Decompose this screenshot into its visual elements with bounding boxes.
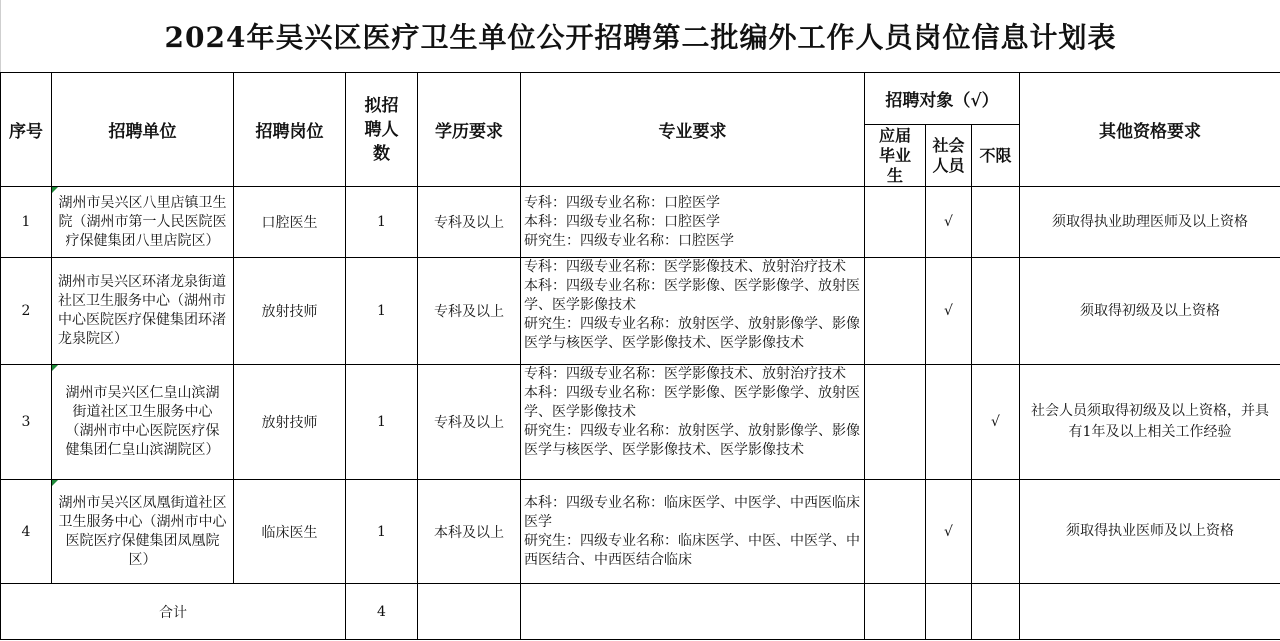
major-line: 专科：四级专业名称：医学影像技术、放射治疗技术	[524, 259, 846, 275]
header-target: 招聘对象（√）	[865, 73, 1020, 125]
total-empty-cell	[865, 584, 926, 640]
cell-education: 专科及以上	[418, 187, 521, 258]
cell-education: 专科及以上	[418, 258, 521, 365]
cell-fresh	[865, 258, 926, 365]
header-education: 学历要求	[418, 73, 521, 187]
unit-text: 湖州市吴兴区凤凰街道社区卫生服务中心（湖州市中心医院医疗保健集团凤凰院区）	[58, 494, 227, 568]
header-unit: 招聘单位	[52, 73, 234, 187]
cell-position: 放射技师	[234, 365, 346, 480]
header-target-social: 社会人员	[926, 125, 972, 187]
cell-count: 1	[346, 480, 418, 584]
header-count: 拟招聘人数	[346, 73, 418, 187]
cell-any	[972, 480, 1020, 584]
cell-unit	[52, 258, 234, 365]
table-row	[1, 258, 1280, 365]
header-major: 专业要求	[521, 73, 865, 187]
total-count: 4	[346, 584, 418, 640]
cell-major	[521, 480, 865, 584]
total-row	[1, 584, 1280, 640]
major-text	[524, 365, 862, 460]
cell-social	[926, 365, 972, 480]
cell-major	[521, 187, 865, 258]
cell-major	[521, 365, 865, 480]
major-line: 研究生：四级专业名称：临床医学、中医、中医学、中西医结合、中西医结合临床	[524, 532, 860, 568]
cell-any	[972, 258, 1020, 365]
cell-social: √	[926, 480, 972, 584]
header-row	[1, 73, 1280, 125]
unit-text: 湖州市吴兴区八里店镇卫生院（湖州市第一人民医院医疗保健集团八里店院区）	[58, 194, 227, 249]
header-seq: 序号	[1, 73, 52, 187]
cell-other: 社会人员须取得初级及以上资格，并具有1年及以上相关工作经验	[1020, 365, 1280, 480]
unit-text: 湖州市吴兴区仁皇山滨湖街道社区卫生服务中心（湖州市中心医院医疗保健集团仁皇山滨湖院区）	[65, 385, 220, 458]
cell-other: 须取得执业医师及以上资格	[1020, 480, 1280, 584]
cell-seq: 1	[1, 187, 52, 258]
header-other: 其他资格要求	[1020, 73, 1280, 187]
major-line: 本科：四级专业名称：临床医学、中医学、中西医临床医学	[524, 494, 860, 530]
major-line: 本科：四级专业名称：口腔医学	[524, 213, 720, 230]
unit-text: 湖州市吴兴区环渚龙泉街道社区卫生服务中心（湖州市中心医院医疗保健集团环渚龙泉院区）	[58, 274, 226, 347]
major-line: 专科：四级专业名称：口腔医学	[524, 194, 720, 211]
cell-position: 临床医生	[234, 480, 346, 584]
cell-fresh	[865, 187, 926, 258]
cell-fresh	[865, 365, 926, 480]
cell-other: 须取得初级及以上资格	[1020, 258, 1280, 365]
cell-social: √	[926, 187, 972, 258]
cell-any	[972, 187, 1020, 258]
header-position: 招聘岗位	[234, 73, 346, 187]
cell-position: 放射技师	[234, 258, 346, 365]
cell-social: √	[926, 258, 972, 365]
cell-education: 本科及以上	[418, 480, 521, 584]
major-line: 专科：四级专业名称：医学影像技术、放射治疗技术	[524, 366, 846, 382]
cell-unit	[52, 365, 234, 480]
major-text	[524, 258, 862, 353]
cell-unit	[52, 480, 234, 584]
cell-seq: 4	[1, 480, 52, 584]
major-line: 研究生：四级专业名称：放射医学、放射影像学、影像医学与核医学、医学影像技术、医学影像技术	[524, 423, 860, 458]
total-empty-cell	[972, 584, 1020, 640]
cell-seq: 3	[1, 365, 52, 480]
total-empty-cell	[926, 584, 972, 640]
cell-unit	[52, 187, 234, 258]
cell-count: 1	[346, 258, 418, 365]
header-target-fresh-text: 应届毕业生	[878, 125, 911, 185]
cell-other: 须取得执业助理医师及以上资格	[1020, 187, 1280, 258]
cell-count: 1	[346, 187, 418, 258]
header-target-fresh	[865, 125, 926, 187]
major-line: 本科：四级专业名称：医学影像、医学影像学、放射医学、医学影像技术	[524, 278, 860, 313]
table-row	[1, 365, 1280, 480]
recruitment-table	[0, 72, 1280, 640]
cell-any: √	[972, 365, 1020, 480]
total-empty-cell	[418, 584, 521, 640]
table-row	[1, 187, 1280, 258]
cell-major	[521, 258, 865, 365]
sheet-title: 2024年吴兴区医疗卫生单位公开招聘第二批编外工作人员岗位信息计划表	[0, 0, 1280, 72]
cell-position: 口腔医生	[234, 187, 346, 258]
total-empty-cell	[521, 584, 865, 640]
major-line: 研究生：四级专业名称：口腔医学	[524, 232, 734, 249]
table-row	[1, 480, 1280, 584]
total-label: 合计	[1, 584, 346, 640]
major-line: 研究生：四级专业名称：放射医学、放射影像学、影像医学与核医学、医学影像技术、医学影像技术	[524, 316, 860, 351]
cell-count: 1	[346, 365, 418, 480]
cell-education: 专科及以上	[418, 365, 521, 480]
cell-fresh	[865, 480, 926, 584]
header-target-any: 不限	[972, 125, 1020, 187]
total-empty-cell	[1020, 584, 1280, 640]
major-line: 本科：四级专业名称：医学影像、医学影像学、放射医学、医学影像技术	[524, 385, 860, 420]
cell-seq: 2	[1, 258, 52, 365]
